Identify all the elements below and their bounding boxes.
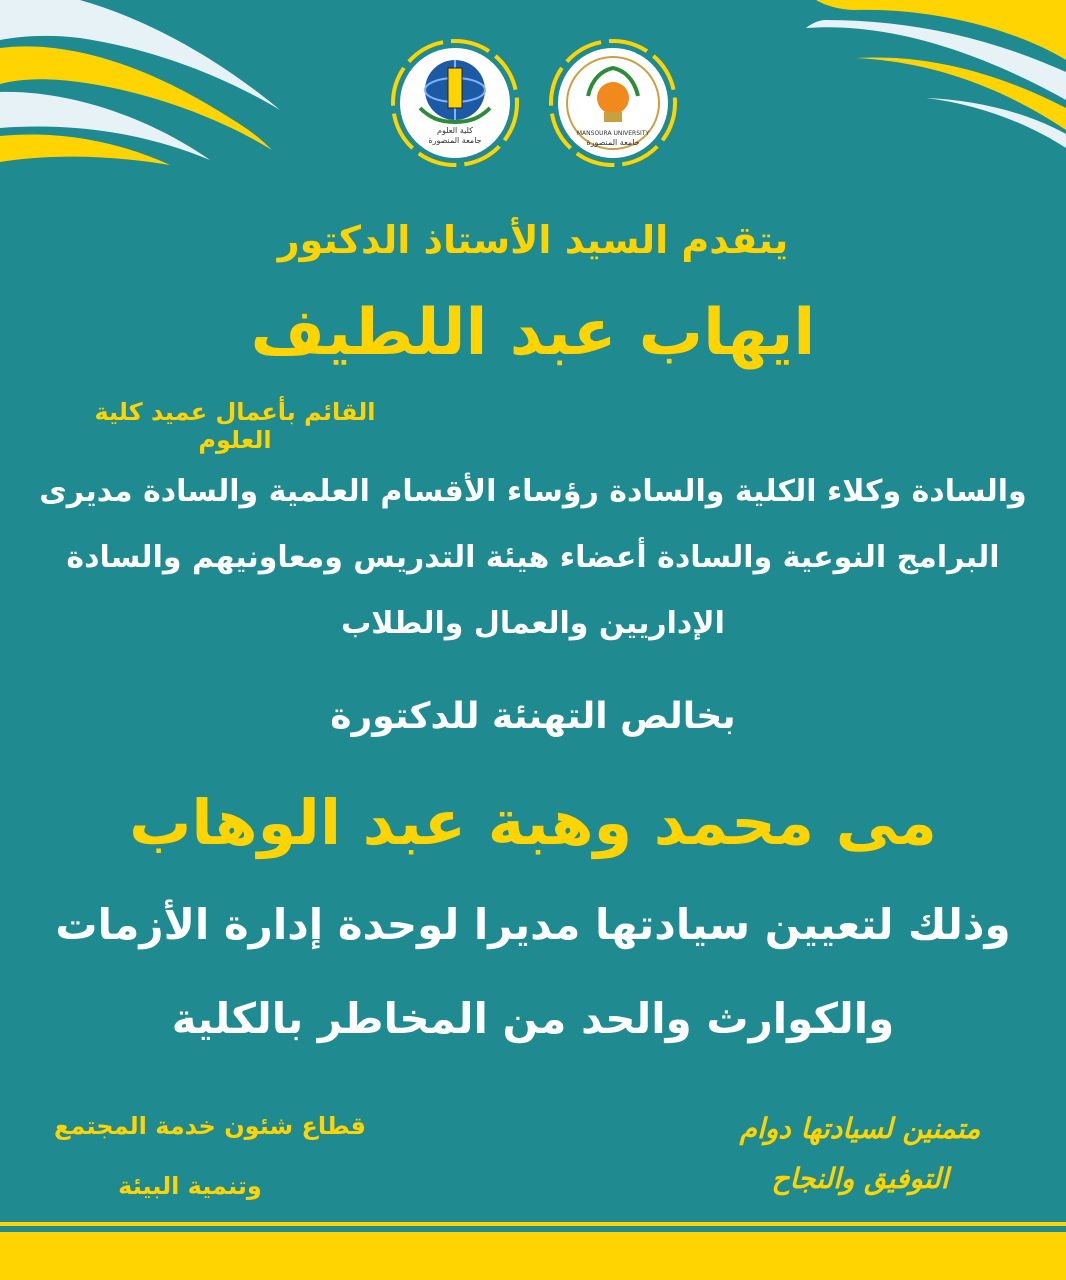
mansoura-logo-caption-en: MANSOURA UNIVERSITY	[576, 130, 650, 137]
honoree-name: مى محمد وهبة عبد الوهاب	[129, 786, 937, 859]
sector-line-1: قطاع شئون خدمة المجتمع	[54, 1112, 366, 1140]
body-line-3: الإداريين والعمال والطلاب	[341, 606, 725, 641]
bottom-accent-bar	[0, 1232, 1066, 1280]
faculty-of-science-logo	[390, 38, 520, 168]
sector-line-2: وتنمية البيئة	[118, 1172, 262, 1200]
body-line-1: والسادة وكلاء الكلية والسادة رؤساء الأقسام العلمية والسادة مديرى	[39, 474, 1027, 509]
congrats-line: بخالص التهنئة للدكتورة	[330, 696, 736, 737]
faculty-logo-caption-2: جامعة المنصورة	[428, 136, 482, 145]
wishes-line-2: التوفيق والنجاح	[771, 1162, 949, 1195]
dean-title: القائم بأعمال عميد كلية العلوم	[94, 398, 376, 454]
headline: يتقدم السيد الأستاذ الدكتور	[277, 218, 789, 262]
wishes-line-1: متمنين لسيادتها دوام	[739, 1112, 981, 1145]
body-line-2: البرامج النوعية والسادة أعضاء هيئة التدريس ومعاونيهم والسادة	[66, 540, 1000, 575]
reason-line-2: والكوارث والحد من المخاطر بالكلية	[171, 994, 895, 1043]
reason-line-1: وذلك لتعيين سيادتها مديرا لوحدة إدارة الأزمات	[55, 900, 1011, 949]
dean-name: ايهاب عبد اللطيف	[250, 296, 816, 370]
mansoura-university-emblem-icon	[548, 38, 678, 168]
faculty-of-science-emblem-icon	[390, 38, 520, 168]
top-left-wave-decoration	[0, 0, 300, 190]
mansoura-logo-caption-ar: جامعة المنصورة	[586, 138, 640, 147]
mansoura-university-logo	[548, 38, 678, 168]
faculty-logo-caption-1: كلية العلوم	[437, 126, 473, 135]
top-right-wave-decoration	[796, 0, 1066, 150]
bottom-accent-line	[0, 1222, 1066, 1226]
